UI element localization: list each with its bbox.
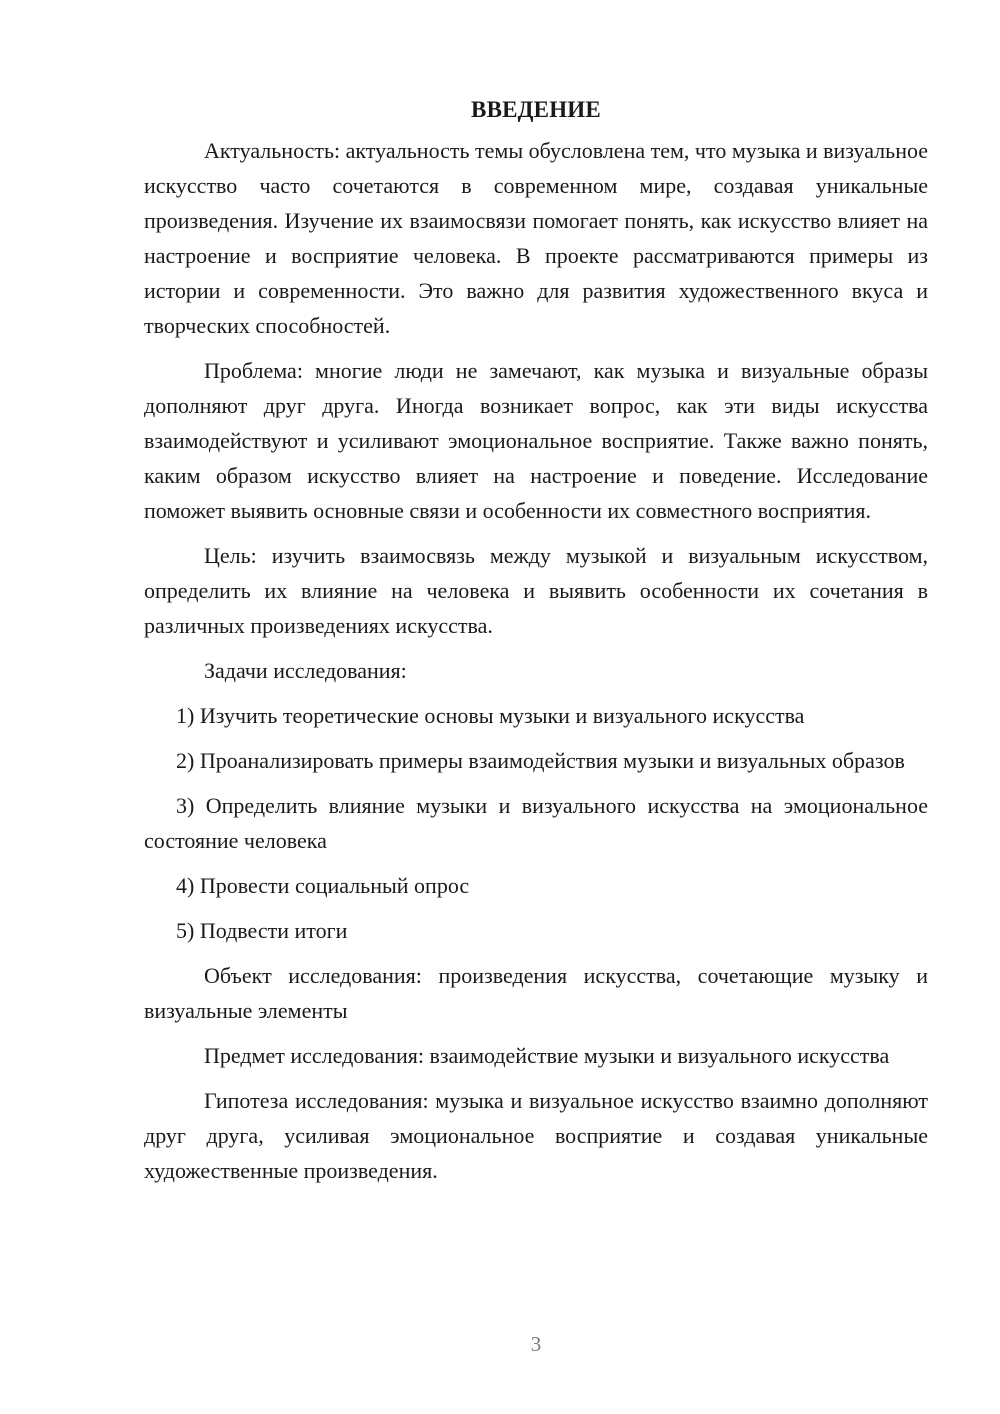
task-item-4: 4) Провести социальный опрос: [176, 873, 470, 898]
goal-paragraph: Цель: изучить взаимосвязь между музыкой и визуальным искусством, определить их влияние на человека и выявить особенности их сочетания в различных произведениях искусства.: [144, 543, 928, 638]
task-item-5: 5) Подвести итоги: [176, 918, 348, 943]
task-item-1: 1) Изучить теоретические основы музыки и визуального искусства: [176, 703, 805, 728]
subject-paragraph: Предмет исследования: взаимодействие музыки и визуального искусства: [204, 1043, 890, 1068]
page-content: [144, 92, 928, 1198]
tasks-heading: Задачи исследования:: [204, 658, 407, 683]
hypothesis-paragraph: Гипотеза исследования: музыка и визуальное искусство взаимно дополняют друг друга, усиливая эмоциональное восприятие и создавая уникальные художественные произведения.: [144, 1088, 928, 1183]
problem-paragraph: Проблема: многие люди не замечают, как музыка и визуальные образы дополняют друг друга. Иногда возникает вопрос, как эти виды искусства взаимодействуют и усиливают эмоциональное восприятие. Также важно понять, каким образом искусство влияет на настроение и поведение. Исследование поможет выявить основные связи и особенности их совместного восприятия.: [144, 358, 928, 523]
relevance-paragraph: Актуальность: актуальность темы обусловлена тем, что музыка и визуальное искусство часто сочетаются в современном мире, создавая уникальные произведения. Изучение их взаимосвязи помогает понять, как искусство влияет на настроение и восприятие человека. В проекте рассматриваются примеры из истории и современности. Это важно для развития художественного вкуса и творческих способностей.: [144, 138, 928, 338]
task-item-2: 2) Проанализировать примеры взаимодействия музыки и визуальных образов: [176, 748, 905, 773]
page-number: 3: [530, 1332, 542, 1356]
page-title: ВВЕДЕНИЕ: [471, 97, 601, 122]
object-paragraph: Объект исследования: произведения искусства, сочетающие музыку и визуальные элементы: [144, 963, 928, 1023]
task-item-3: 3) Определить влияние музыки и визуального искусства на эмоциональное состояние человека: [144, 793, 928, 853]
